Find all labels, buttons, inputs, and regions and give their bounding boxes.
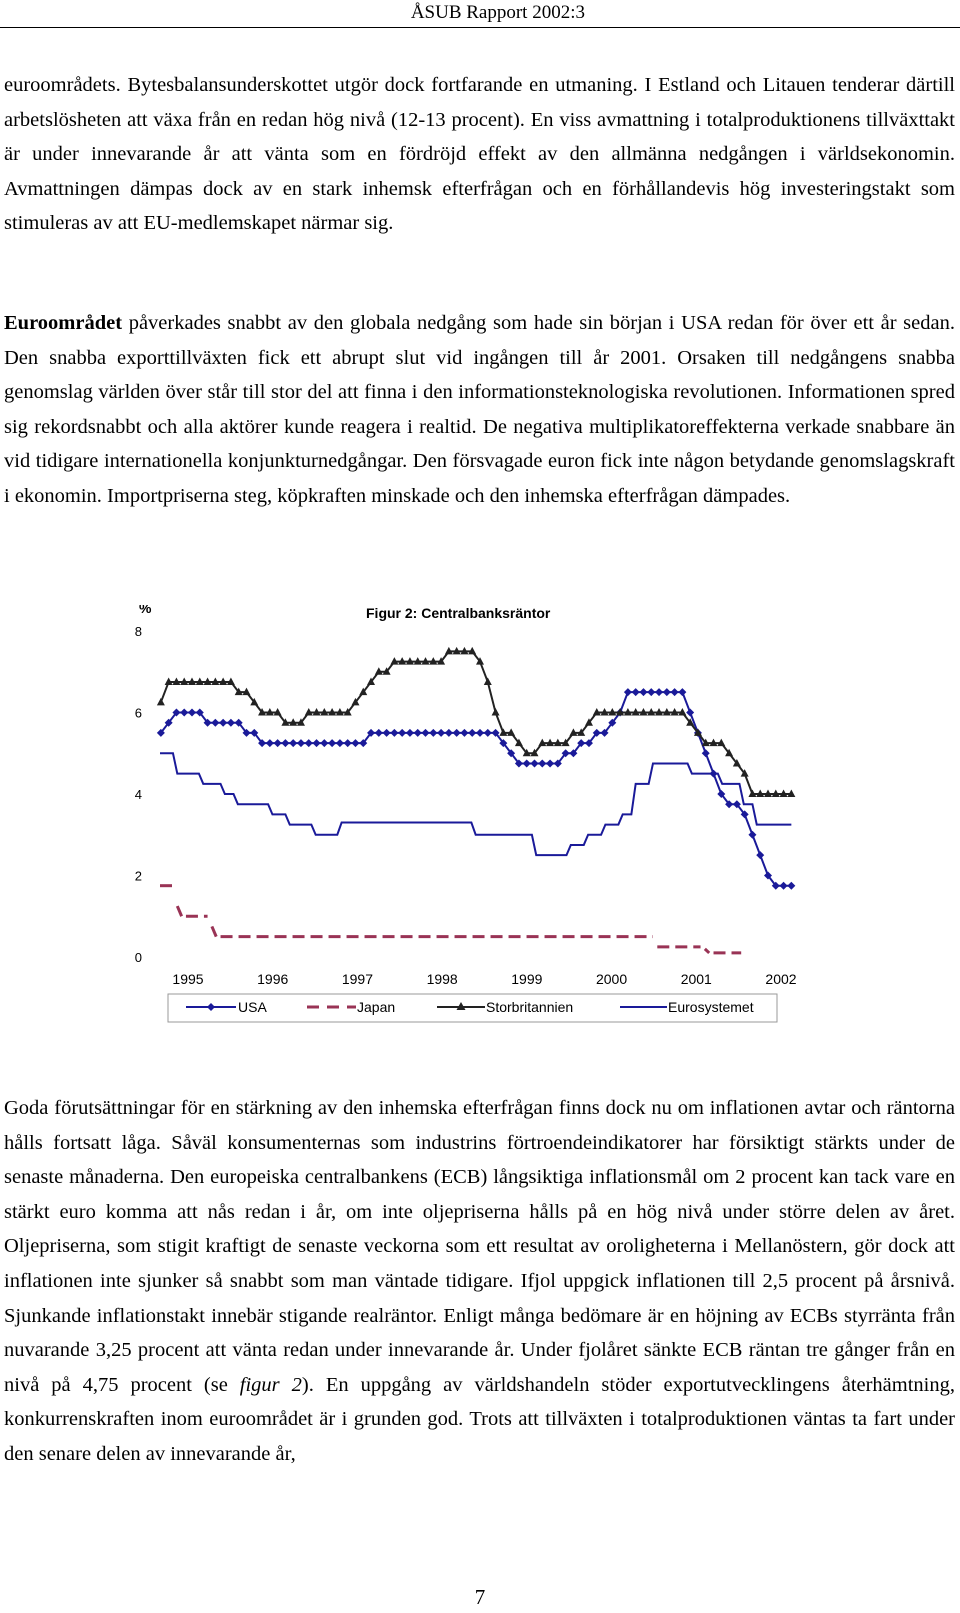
usa-point <box>320 739 328 747</box>
usa-point <box>274 739 282 747</box>
usa-point <box>375 729 383 737</box>
legend-label: Eurosystemet <box>668 999 754 1015</box>
usa-point <box>523 759 531 767</box>
page-header <box>0 0 960 28</box>
usa-point <box>219 719 227 727</box>
usa-point <box>655 688 663 696</box>
euro-area-heading: Euroområdet <box>4 312 123 334</box>
usa-line <box>161 692 791 886</box>
usa-point <box>787 882 795 890</box>
storbritannien-point <box>492 708 500 716</box>
paragraph-euro-area-text: påverkades snabbt av den globala nedgång som hade sin början i USA redan för över ett år sedan. Den snabba exporttillväxten fick ett abrupt slut vid ingången till år 2001. Orsaken till nedgångens snabba genomslag världen över står till stor del att finna i den informationsteknologiska revolutionen. Informationen spred sig rekordsnabbt och alla aktörer kunde reagera i realtid. De negativa multiplikatoreffekterna verkade snabbare än vid tidigare internationella konjunkturnedgångar. Den försvagade euron fick inte någon betydande genomslagskraft i ekonomin. Importpriserna steg, köpkraften minskade och den inhemska efterfrågan dämpades. <box>4 312 955 507</box>
usa-point <box>484 729 492 737</box>
y-axis-label: % <box>139 605 152 616</box>
usa-point <box>414 729 422 737</box>
usa-point <box>756 851 764 859</box>
usa-point <box>538 759 546 767</box>
series-japan <box>160 886 741 953</box>
usa-point <box>468 729 476 737</box>
usa-point <box>336 739 344 747</box>
paragraph-baltic: euroområdets. Bytesbalansunderskottet utgör dock fortfarande en utmaning. I Estland och Litauen tenderar därtill arbetslösheten att växa från en redan hög nivå (12-13 procent). En viss avmattning i totalproduktionens tillväxttakt är under innevarande år att vänta som en fördröjd effekt av den allmänna nedgången i världsekonomin. Avmattningen dämpas dock av en stark inhemsk efterfrågan och en förhållandevis hög investeringstakt som stimuleras av att EU-medlemskapet närmar sig. <box>4 74 955 235</box>
usa-point <box>678 688 686 696</box>
y-tick-label: 2 <box>134 868 142 884</box>
x-tick-label: 1995 <box>172 971 204 987</box>
usa-point <box>429 729 437 737</box>
usa-point <box>289 739 297 747</box>
usa-point <box>445 729 453 737</box>
usa-point <box>686 709 694 717</box>
usa-point <box>297 739 305 747</box>
chart-title: Figur 2: Centralbanksräntor <box>366 605 551 621</box>
y-tick-label: 6 <box>134 705 142 721</box>
usa-point <box>639 688 647 696</box>
legend-label: USA <box>238 999 267 1015</box>
paragraph-inflation-text-a: Goda förutsättningar för en stärkning av den inhemska efterfrågan finns dock nu om inflationen avtar och räntorna hålls fortsatt låga. Såväl konsumenternas som industrins förtroendeindikatorer har försiktigt stärkts under de senaste månaderna. Den europeiska centralbankens (ECB) långsiktiga inflationsmål om 2 procent kan tack vare en stärkt euro komma att nås redan i år, om inte oljepriserna hålls på en hög nivå under större delen av året. Oljepriserna, som stigit kraftigt de senaste veckorna som ett resultat av oroligheterna i Mellanöstern, gör dock att inflationen inte sjunker så snabbt som man väntade tidigare. Ifjol uppgick inflationen till 2,5 procent på årsnivå. Sjunkande inflationstakt innebär stigande realräntor. Enligt många bedömare är en höjning av ECBs styrränta från nuvarande 3,25 procent att vänta redan under innevarande år. Under fjolåret sänkte ECB räntan tre gånger från en nivå på 4,75 procent (se <box>4 1097 955 1396</box>
usa-point <box>671 688 679 696</box>
x-tick-label: 1997 <box>341 971 374 987</box>
y-tick-label: 8 <box>134 624 142 639</box>
usa-point <box>188 709 196 717</box>
x-tick-label: 2002 <box>765 971 797 987</box>
paragraph-inflation <box>4 1091 955 1472</box>
y-tick-label: 0 <box>134 950 142 965</box>
usa-point <box>328 739 336 747</box>
japan-line-segment <box>177 906 181 916</box>
usa-point <box>663 688 671 696</box>
x-tick-label: 2001 <box>680 971 712 987</box>
usa-point <box>632 688 640 696</box>
usa-point <box>266 739 274 747</box>
series-usa <box>157 688 795 890</box>
usa-point <box>780 882 788 890</box>
usa-point <box>748 831 756 839</box>
usa-point <box>383 729 391 737</box>
usa-point <box>453 729 461 737</box>
usa-point <box>305 739 313 747</box>
x-tick-label: 1996 <box>257 971 289 987</box>
usa-point <box>624 688 632 696</box>
usa-point <box>390 729 398 737</box>
page-number: 7 <box>474 1585 486 1609</box>
legend-label: Japan <box>357 999 396 1015</box>
usa-point <box>180 709 188 717</box>
usa-point <box>281 739 289 747</box>
japan-line-segment <box>705 949 709 953</box>
report-title: ÅSUB Rapport 2002:3 <box>410 2 585 23</box>
storbritannien-point <box>157 698 165 706</box>
usa-point <box>398 729 406 737</box>
usa-point <box>406 729 414 737</box>
x-tick-label: 1998 <box>426 971 458 987</box>
usa-point <box>647 688 655 696</box>
figure-reference: figur 2 <box>239 1373 302 1396</box>
usa-point <box>546 759 554 767</box>
x-tick-label: 2000 <box>595 971 628 987</box>
usa-point <box>702 749 710 757</box>
x-tick-label: 1999 <box>511 971 543 987</box>
usa-point <box>437 729 445 737</box>
series-eurosystemet <box>160 753 791 855</box>
usa-point <box>530 759 538 767</box>
usa-point <box>351 739 359 747</box>
usa-point <box>313 739 321 747</box>
storbritannien-point <box>484 677 492 685</box>
usa-point <box>344 739 352 747</box>
paragraph-inflation-text-b: ). En uppgång av världshandeln stöder exportutvecklingens återhämtning, konkurrenskraften inom euroområdet är i grunden god. Trots att tillväxten i totalproduktionen väntas ta fart under den senare delen av innevarande år, <box>4 1373 955 1465</box>
usa-point <box>460 729 468 737</box>
figure-2-chart <box>0 605 960 1055</box>
chart-svg <box>0 605 960 1055</box>
usa-point <box>422 729 430 737</box>
japan-line-segment <box>212 926 216 936</box>
storbritannien-line <box>161 651 791 794</box>
legend-label: Storbritannien <box>486 999 574 1015</box>
usa-point <box>227 719 235 727</box>
usa-point <box>476 729 484 737</box>
usa-point <box>211 719 219 727</box>
paragraph-euro-area <box>4 306 955 514</box>
y-tick-label: 4 <box>134 787 142 802</box>
eurosystemet-line <box>160 753 791 855</box>
